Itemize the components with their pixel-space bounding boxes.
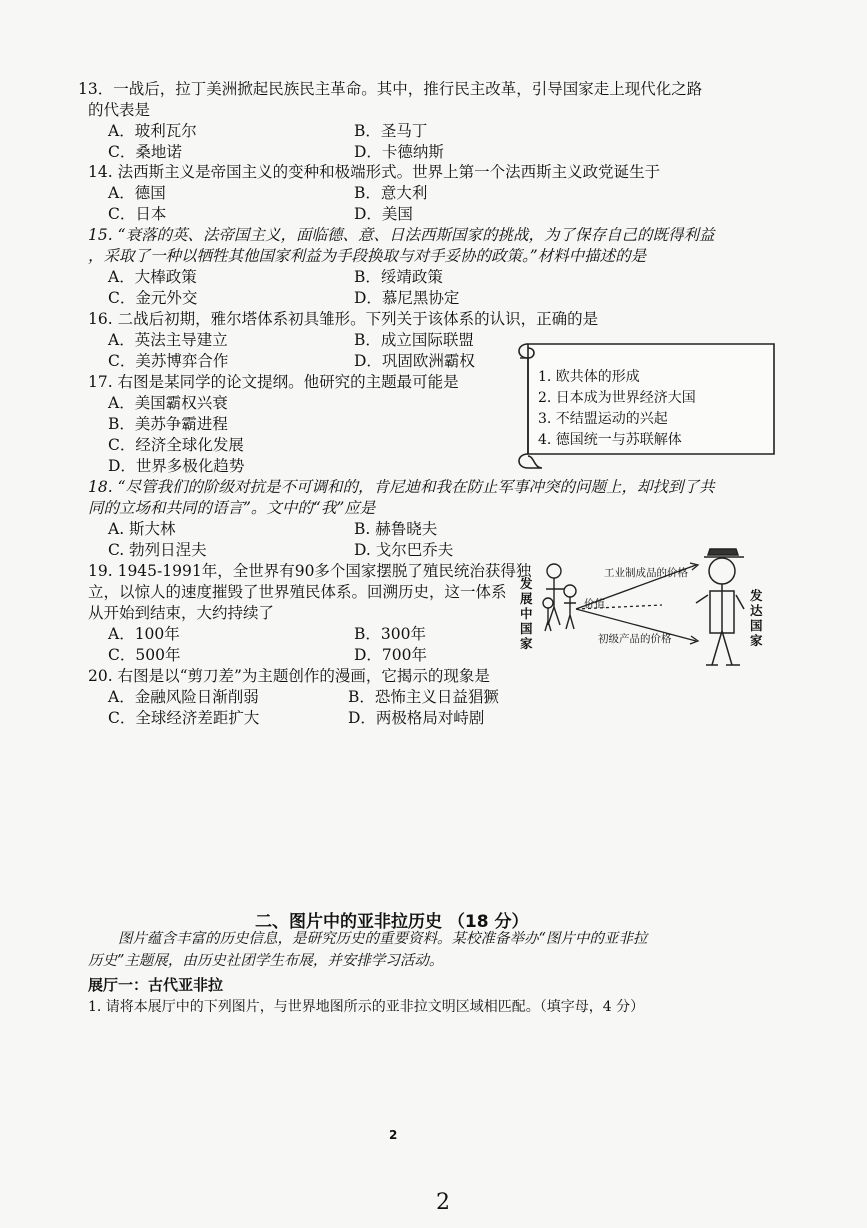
cartoon-label-developing-countries: 发展中国家 — [520, 576, 533, 651]
outline-item-4: 4. 德国统一与苏联解体 — [538, 432, 682, 448]
outline-item-1: 1. 欧共体的形成 — [538, 369, 640, 385]
question-20-option-d: D．两极格局对峙剧 — [348, 709, 485, 727]
question-17-stem: 17. 右图是某同学的论文提纲。他研究的主题最可能是 — [88, 373, 459, 391]
question-15-stem-line1: 15. “衰落的英、法帝国主义，面临德、意、日法西斯国家的挑战，为了保存自己的既得利益 — [88, 226, 715, 244]
section-2-title: 二、图片中的亚非拉历史 （18 分） — [255, 912, 529, 932]
question-16-option-c: C．美苏博弈合作 — [108, 352, 229, 370]
question-18-option-c: C. 勃列日涅夫 — [108, 541, 207, 559]
cartoon-arrow-primary-price: 初级产品的价格 — [598, 633, 672, 645]
hall-1-heading: 展厅一：古代亚非拉 — [88, 976, 224, 994]
question-19-option-c: C．500年 — [108, 646, 181, 664]
question-14-stem: 14. 法西斯主义是帝国主义的变种和极端形式。世界上第一个法西斯主义政党诞生于 — [88, 163, 661, 181]
section-2-intro-line1: 图片蕴含丰富的历史信息，是研究历史的重要资料。某校准备举办“图片中的亚非拉 — [118, 931, 648, 947]
cartoon-arrow-industrial-price: 工业制成品的价格 — [604, 567, 688, 579]
question-20-option-c: C．全球经济差距扩大 — [108, 709, 260, 727]
hall-1-task-1: 1. 请将本展厅中的下列图片，与世界地图所示的亚非拉文明区域相匹配。（填字母，4 分） — [88, 999, 645, 1015]
question-18-option-a: A. 斯大林 — [108, 520, 176, 538]
question-16-option-b: B．成立国际联盟 — [354, 331, 474, 349]
question-17-option-a: A．美国霸权兴衰 — [108, 394, 228, 412]
question-17-option-b: B．美苏争霸进程 — [108, 415, 228, 433]
outline-item-3: 3. 不结盟运动的兴起 — [538, 411, 668, 427]
page-number-large: 2 — [436, 1190, 450, 1215]
question-17-option-d: D．世界多极化趋势 — [108, 457, 245, 475]
question-13-option-c: C．桑地诺 — [108, 143, 182, 161]
question-17-option-c: C．经济全球化发展 — [108, 436, 244, 454]
question-13-option-b: B．圣马丁 — [354, 122, 428, 140]
question-13-option-a: A．玻利瓦尔 — [108, 122, 197, 140]
question-20-stem: 20. 右图是以“剪刀差”为主题创作的漫画，它揭示的现象是 — [88, 667, 490, 685]
question-18-option-d: D. 戈尔巴乔夫 — [354, 541, 454, 559]
question-19-stem-line1: 19. 1945-1991年，全世界有90多个国家摆脱了殖民统治获得独 — [88, 562, 532, 580]
cartoon-arrow-value: 价值 — [584, 598, 605, 610]
question-19-stem-line3: 从开始到结束，大约持续了 — [88, 604, 275, 622]
question-14-option-c: C．日本 — [108, 205, 167, 223]
question-15-stem-line2: ，采取了一种以牺牲其他国家利益为手段换取与对手妥协的政策。”材料中描述的是 — [88, 247, 647, 265]
question-18-stem-line1: 18. “尽管我们的阶级对抗是不可调和的，肯尼迪和我在防止军事冲突的问题上，却找到了共 — [88, 478, 715, 496]
question-13-stem-line1: 13．一战后，拉丁美洲掀起民族民主革命。其中，推行民主改革，引导国家走上现代化之路 — [78, 80, 703, 98]
question-15-option-d: D．慕尼黑协定 — [354, 289, 460, 307]
question-19-option-b: B．300年 — [354, 625, 426, 643]
question-19-stem-line2: 立，以惊人的速度摧毁了世界殖民体系。回溯历史，这一体系 — [88, 583, 507, 601]
question-15-option-b: B．绥靖政策 — [354, 268, 443, 286]
question-14-option-a: A．德国 — [108, 184, 166, 202]
question-20-option-a: A．金融风险日渐削弱 — [108, 688, 259, 706]
question-14-option-d: D．美国 — [354, 205, 413, 223]
question-18-option-b: B. 赫鲁晓夫 — [354, 520, 438, 538]
question-13-option-d: D．卡德纳斯 — [354, 143, 444, 161]
question-16-option-d: D．巩固欧洲霸权 — [354, 352, 475, 370]
question-19-option-a: A．100年 — [108, 625, 180, 643]
page-number-small: 2 — [389, 1128, 398, 1142]
question-13-stem-line2: 的代表是 — [88, 101, 151, 119]
question-19-option-d: D．700年 — [354, 646, 428, 664]
section-2-intro-line2: 历史”主题展，由历史社团学生布展，并安排学习活动。 — [88, 953, 444, 969]
outline-item-2: 2. 日本成为世界经济大国 — [538, 390, 696, 406]
question-15-option-c: C．金元外交 — [108, 289, 198, 307]
question-16-option-a: A．英法主导建立 — [108, 331, 228, 349]
question-20-option-b: B．恐怖主义日益猖獗 — [348, 688, 499, 706]
question-14-option-b: B．意大利 — [354, 184, 428, 202]
cartoon-label-developed-countries: 发达国家 — [750, 588, 763, 648]
question-18-stem-line2: 同的立场和共同的语言”。文中的“我”应是 — [88, 499, 376, 517]
question-16-stem: 16. 二战后初期，雅尔塔体系初具雏形。下列关于该体系的认识，正确的是 — [88, 310, 599, 328]
question-15-option-a: A．大棒政策 — [108, 268, 197, 286]
